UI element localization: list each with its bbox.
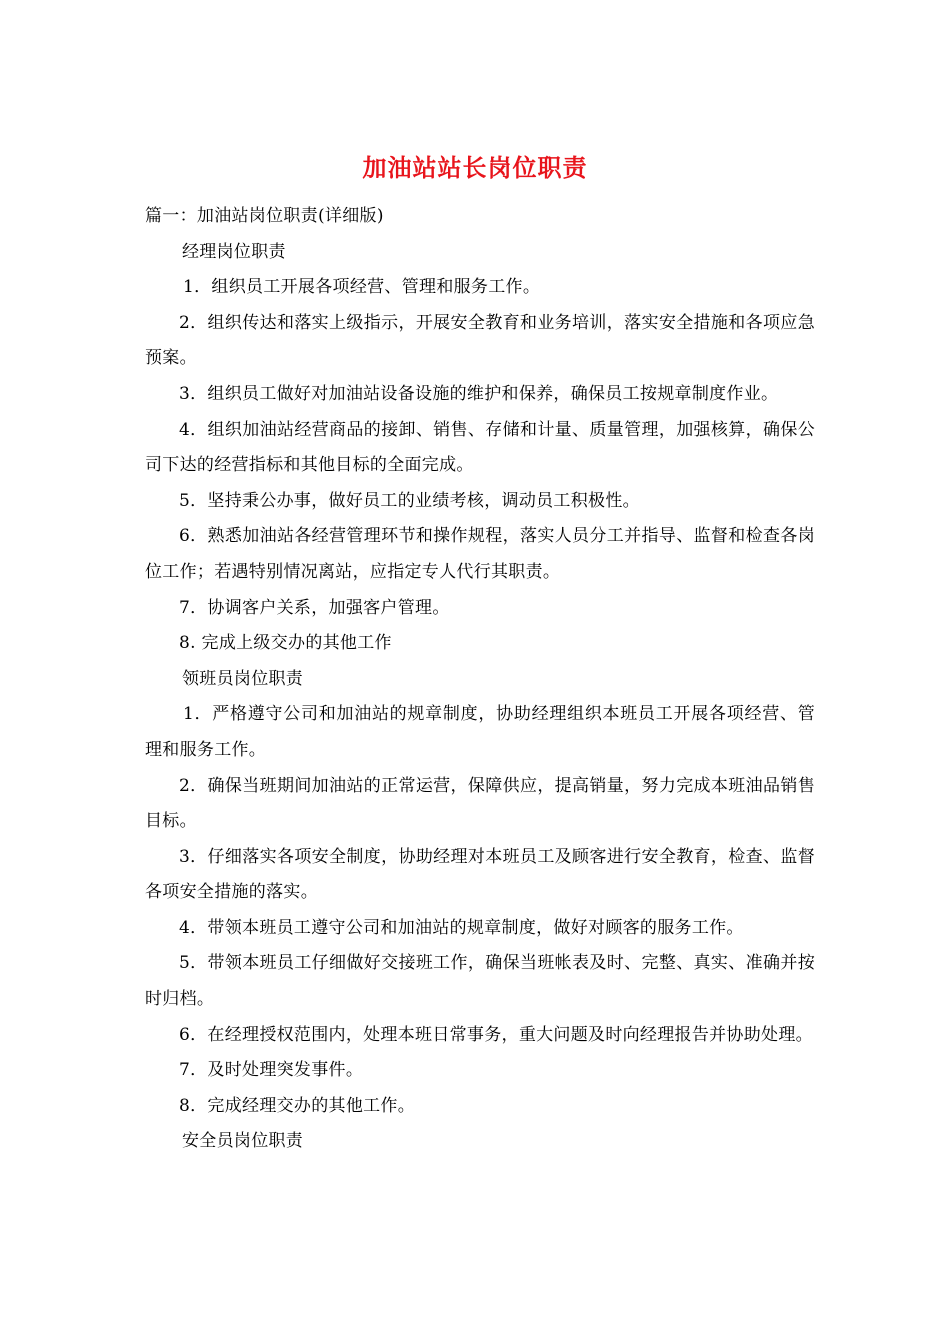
shift-leader-item-6: 6．在经理授权范围内，处理本班日常事务，重大问题及时向经理报告并协助处理。: [179, 1024, 813, 1045]
shift-leader-item-8: 8．完成经理交办的其他工作。: [179, 1095, 416, 1116]
shift-leader-item-3: 3．仔细落实各项安全制度，协助经理对本班员工及顾客进行安全教育，检查、监督各项安全措施的落实。: [145, 846, 815, 903]
section-heading-shift-leader: 领班员岗位职责: [182, 668, 304, 689]
shift-leader-item-7: 7．及时处理突发事件。: [179, 1060, 364, 1081]
shift-leader-item-1: 1．严格遵守公司和加油站的规章制度，协助经理组织本班员工开展各项经营、管理和服务工作。: [145, 704, 815, 760]
manager-item-1: 1．组织员工开展各项经营、管理和服务工作。: [183, 277, 541, 298]
document-title: 加油站站长岗位职责: [362, 153, 588, 182]
manager-item-3: 3．组织员工做好对加油站设备设施的维护和保养，确保员工按规章制度作业。: [179, 383, 779, 404]
manager-item-5: 5．坚持秉公办事，做好员工的业绩考核，调动员工积极性。: [179, 490, 640, 511]
document-body: [145, 199, 815, 1160]
shift-leader-item-5: 5．带领本班员工仔细做好交接班工作，确保当班帐表及时、完整、真实、准确并按时归档。: [145, 953, 815, 1010]
section-heading-safety-officer: 安全员岗位职责: [182, 1131, 304, 1152]
manager-item-8: 8. 完成上级交办的其他工作: [179, 633, 392, 654]
manager-item-2: 2．组织传达和落实上级指示，开展安全教育和业务培训，落实安全措施和各项应急预案。: [145, 312, 815, 369]
intro-line: 篇一：加油站岗位职责(详细版): [145, 206, 384, 226]
shift-leader-item-2: 2．确保当班期间加油站的正常运营，保障供应，提高销量，努力完成本班油品销售目标。: [145, 775, 815, 832]
manager-item-6: 6．熟悉加油站各经营管理环节和操作规程，落实人员分工并指导、监督和检查各岗位工作；若遇特别情况离站，应指定专人代行其职责。: [145, 526, 815, 582]
manager-item-4: 4．组织加油站经营商品的接卸、销售、存储和计量、质量管理，加强核算，确保公司下达的经营指标和其他目标的全面完成。: [145, 419, 815, 476]
section-heading-manager: 经理岗位职责: [182, 241, 286, 262]
shift-leader-item-4: 4．带领本班员工遵守公司和加油站的规章制度，做好对顾客的服务工作。: [179, 917, 744, 938]
manager-item-7: 7．协调客户关系，加强客户管理。: [179, 597, 450, 618]
